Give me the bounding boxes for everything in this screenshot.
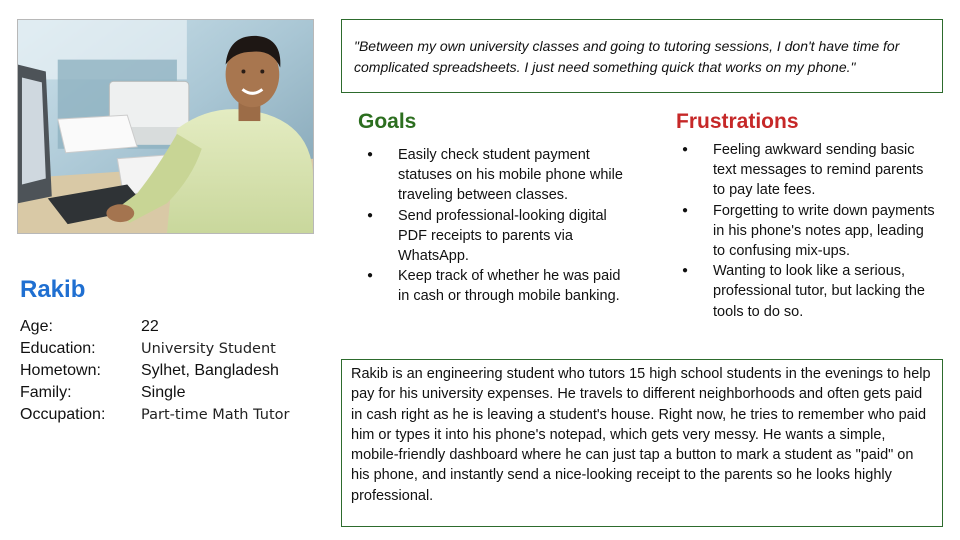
fact-label: Hometown: — [20, 362, 101, 379]
fact-label: Age: — [20, 318, 53, 335]
fact-row-education — [20, 338, 289, 360]
bio-text: Rakib is an engineering student who tutors 15 high school students in the evenings to help pay for his university expenses. He travels to different neighborhoods and often gets paid in cash right as he is leaving a student's house. Right now, he tries to remember who paid him or types it into his phone's notepad, which gets very messy. He wants a simple, mobile-friendly dashboard where he can just tap a button to mark a student as "paid" on his phone, and instantly send a nice-looking receipt to the parents so he looks highly professional. — [351, 366, 931, 504]
persona-photo-illustration — [18, 20, 313, 233]
frustration-item: ● Feeling awkward sending basic text messages to remind parents to pay late fees. — [673, 140, 935, 201]
fact-row-family — [20, 382, 289, 404]
fact-label: Occupation: — [20, 406, 106, 423]
persona-name: Rakib — [20, 276, 86, 303]
frustrations-list — [673, 140, 935, 322]
fact-value: University Student — [141, 341, 276, 357]
fact-row-hometown — [20, 360, 289, 382]
frustration-item: ● Wanting to look like a serious, professional tutor, but lacking the tools to do so. — [673, 261, 935, 322]
goal-item: ● Easily check student payment statuses on his mobile phone while traveling between classes. — [358, 145, 630, 206]
fact-row-age — [20, 316, 289, 338]
quote-box — [341, 19, 943, 93]
fact-label: Family: — [20, 384, 72, 401]
goal-item: ● Keep track of whether he was paid in cash or through mobile banking. — [358, 266, 630, 306]
persona-photo — [17, 19, 314, 234]
fact-value: Sylhet, Bangladesh — [141, 362, 279, 379]
persona-facts — [20, 316, 289, 426]
frustrations-heading: Frustrations — [676, 110, 799, 133]
goals-list — [358, 145, 630, 307]
goals-heading: Goals — [358, 110, 417, 133]
bio-box — [341, 359, 943, 527]
fact-value: Part-time Math Tutor — [141, 407, 290, 423]
fact-label: Education: — [20, 340, 96, 357]
frustration-item: ● Forgetting to write down payments in his phone's notes app, leading to confusing mix-ups. — [673, 201, 935, 262]
fact-row-occupation — [20, 404, 289, 426]
fact-value: Single — [141, 384, 186, 401]
quote-text: "Between my own university classes and going to tutoring sessions, I don't have time for complicated spreadsheets. I just need something quick that works on my phone." — [354, 38, 900, 75]
goal-item: ● Send professional-looking digital PDF receipts to parents via WhatsApp. — [358, 206, 630, 267]
fact-value: 22 — [141, 318, 159, 335]
